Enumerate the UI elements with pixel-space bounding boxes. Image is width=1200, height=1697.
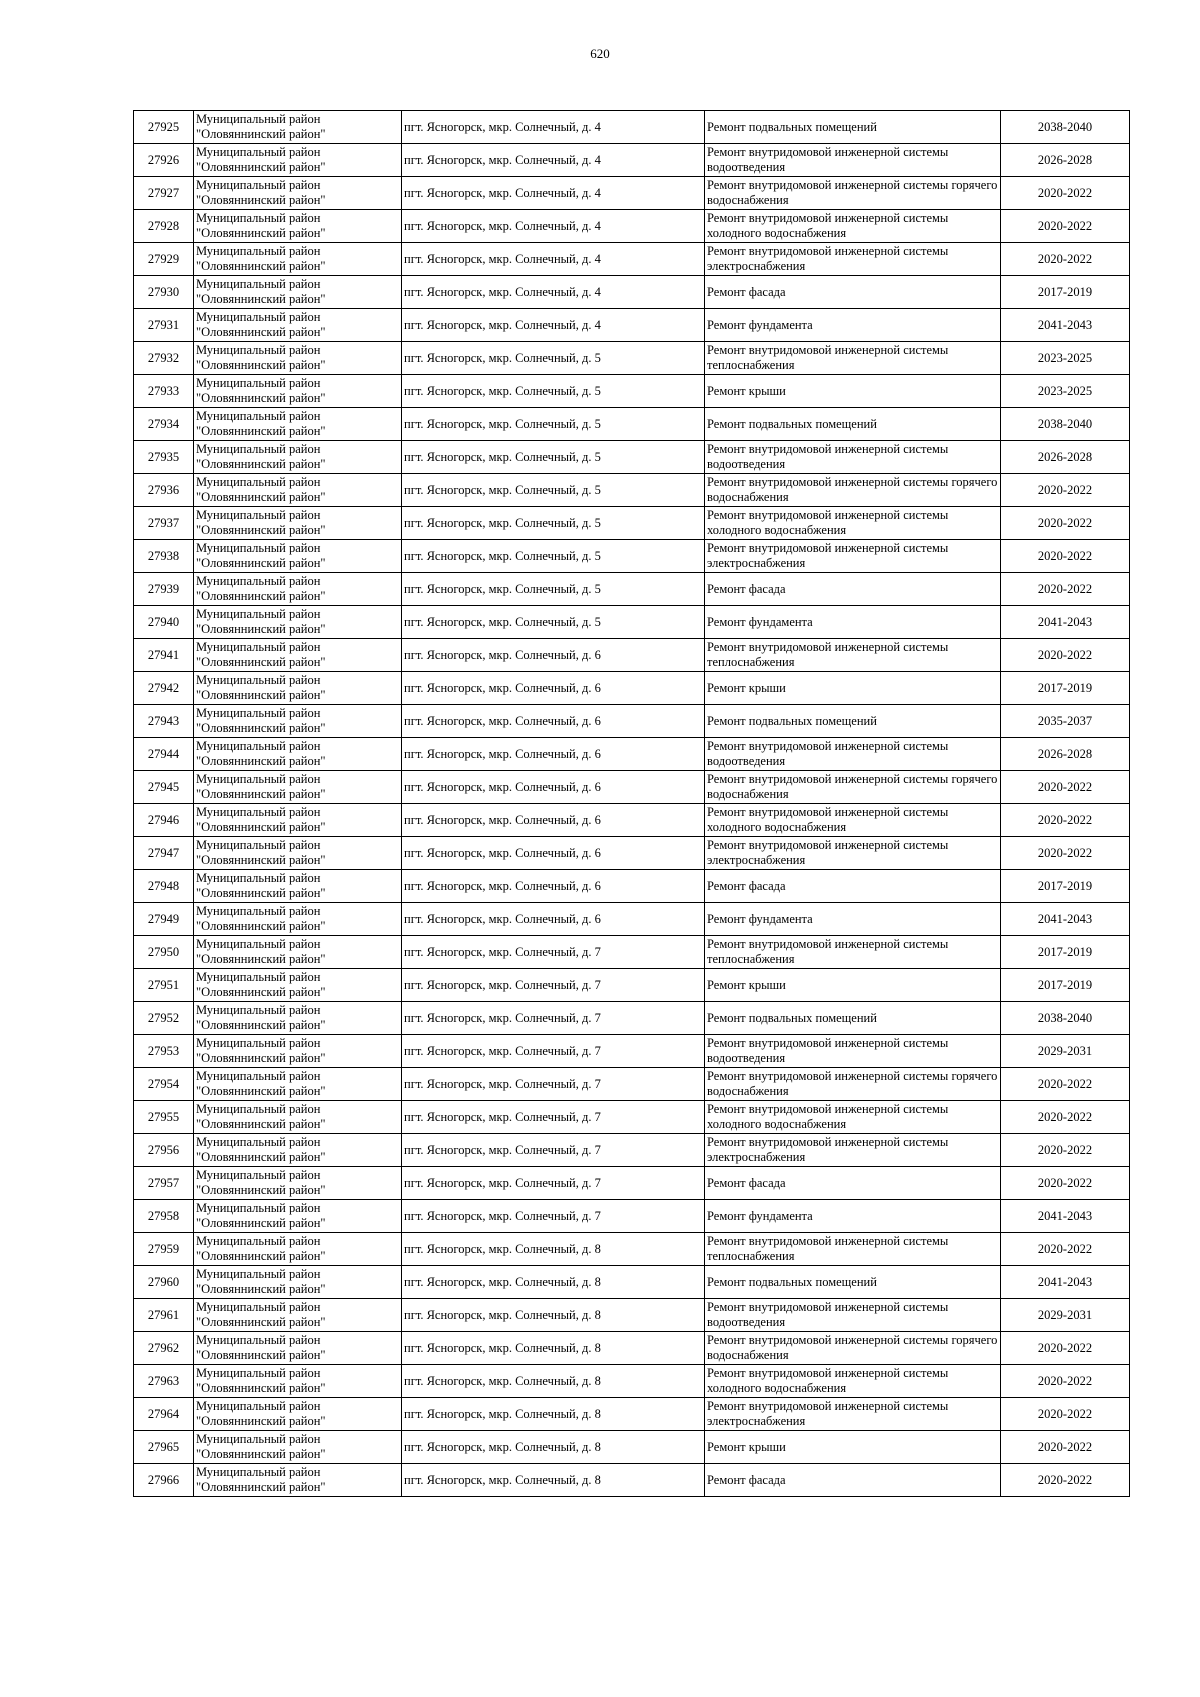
work-type-cell: Ремонт внутридомовой инженерной системы холодного водоснабжения: [705, 210, 1001, 243]
period-cell: 2023-2025: [1001, 375, 1130, 408]
address-cell: пгт. Ясногорск, мкр. Солнечный, д. 8: [402, 1464, 705, 1497]
address-cell: пгт. Ясногорск, мкр. Солнечный, д. 7: [402, 1068, 705, 1101]
period-cell: 2020-2022: [1001, 1365, 1130, 1398]
table-row: [134, 672, 1130, 705]
address-cell: пгт. Ясногорск, мкр. Солнечный, д. 6: [402, 771, 705, 804]
work-type-cell: Ремонт внутридомовой инженерной системы электроснабжения: [705, 837, 1001, 870]
municipality-cell: Муниципальный район "Оловяннинский район": [194, 342, 402, 375]
table-row: [134, 309, 1130, 342]
work-type-cell: Ремонт фундамента: [705, 309, 1001, 342]
row-number-cell: 27942: [134, 672, 194, 705]
address-cell: пгт. Ясногорск, мкр. Солнечный, д. 8: [402, 1398, 705, 1431]
table-row: [134, 375, 1130, 408]
row-number-cell: 27949: [134, 903, 194, 936]
address-cell: пгт. Ясногорск, мкр. Солнечный, д. 7: [402, 1134, 705, 1167]
work-type-cell: Ремонт фасада: [705, 276, 1001, 309]
work-type-cell: Ремонт подвальных помещений: [705, 1002, 1001, 1035]
row-number-cell: 27946: [134, 804, 194, 837]
row-number-cell: 27926: [134, 144, 194, 177]
row-number-cell: 27960: [134, 1266, 194, 1299]
work-type-cell: Ремонт подвальных помещений: [705, 705, 1001, 738]
municipality-cell: Муниципальный район "Оловяннинский район": [194, 639, 402, 672]
municipality-cell: Муниципальный район "Оловяннинский район": [194, 837, 402, 870]
period-cell: 2041-2043: [1001, 606, 1130, 639]
municipality-cell: Муниципальный район "Оловяннинский район": [194, 243, 402, 276]
work-type-cell: Ремонт фасада: [705, 573, 1001, 606]
work-type-cell: Ремонт подвальных помещений: [705, 1266, 1001, 1299]
address-cell: пгт. Ясногорск, мкр. Солнечный, д. 8: [402, 1266, 705, 1299]
table-row: [134, 1365, 1130, 1398]
period-cell: 2026-2028: [1001, 738, 1130, 771]
row-number-cell: 27948: [134, 870, 194, 903]
work-type-cell: Ремонт внутридомовой инженерной системы электроснабжения: [705, 243, 1001, 276]
work-type-cell: Ремонт внутридомовой инженерной системы водоотведения: [705, 144, 1001, 177]
period-cell: 2035-2037: [1001, 705, 1130, 738]
period-cell: 2041-2043: [1001, 903, 1130, 936]
row-number-cell: 27928: [134, 210, 194, 243]
period-cell: 2020-2022: [1001, 1398, 1130, 1431]
row-number-cell: 27925: [134, 111, 194, 144]
address-cell: пгт. Ясногорск, мкр. Солнечный, д. 7: [402, 1200, 705, 1233]
row-number-cell: 27945: [134, 771, 194, 804]
address-cell: пгт. Ясногорск, мкр. Солнечный, д. 8: [402, 1233, 705, 1266]
row-number-cell: 27965: [134, 1431, 194, 1464]
table-row: [134, 936, 1130, 969]
municipality-cell: Муниципальный район "Оловяннинский район": [194, 1200, 402, 1233]
work-type-cell: Ремонт крыши: [705, 1431, 1001, 1464]
row-number-cell: 27963: [134, 1365, 194, 1398]
table-row: [134, 1332, 1130, 1365]
municipality-cell: Муниципальный район "Оловяннинский район": [194, 573, 402, 606]
table-row: [134, 1035, 1130, 1068]
table-row: [134, 837, 1130, 870]
table-row: [134, 969, 1130, 1002]
row-number-cell: 27937: [134, 507, 194, 540]
work-type-cell: Ремонт фасада: [705, 1167, 1001, 1200]
work-type-cell: Ремонт внутридомовой инженерной системы холодного водоснабжения: [705, 804, 1001, 837]
work-type-cell: Ремонт подвальных помещений: [705, 408, 1001, 441]
period-cell: 2020-2022: [1001, 1134, 1130, 1167]
table-row: [134, 243, 1130, 276]
period-cell: 2038-2040: [1001, 408, 1130, 441]
municipality-cell: Муниципальный район "Оловяннинский район": [194, 309, 402, 342]
address-cell: пгт. Ясногорск, мкр. Солнечный, д. 4: [402, 111, 705, 144]
municipality-cell: Муниципальный район "Оловяннинский район": [194, 1365, 402, 1398]
row-number-cell: 27958: [134, 1200, 194, 1233]
municipality-cell: Муниципальный район "Оловяннинский район": [194, 903, 402, 936]
address-cell: пгт. Ясногорск, мкр. Солнечный, д. 4: [402, 309, 705, 342]
municipality-cell: Муниципальный район "Оловяннинский район": [194, 1299, 402, 1332]
municipality-cell: Муниципальный район "Оловяннинский район": [194, 870, 402, 903]
table-row: [134, 1068, 1130, 1101]
address-cell: пгт. Ясногорск, мкр. Солнечный, д. 7: [402, 1035, 705, 1068]
address-cell: пгт. Ясногорск, мкр. Солнечный, д. 6: [402, 738, 705, 771]
period-cell: 2020-2022: [1001, 243, 1130, 276]
table-row: [134, 771, 1130, 804]
repair-schedule-table: [133, 110, 1130, 1497]
work-type-cell: Ремонт внутридомовой инженерной системы горячего водоснабжения: [705, 1332, 1001, 1365]
municipality-cell: Муниципальный район "Оловяннинский район": [194, 771, 402, 804]
address-cell: пгт. Ясногорск, мкр. Солнечный, д. 8: [402, 1365, 705, 1398]
row-number-cell: 27954: [134, 1068, 194, 1101]
address-cell: пгт. Ясногорск, мкр. Солнечный, д. 6: [402, 672, 705, 705]
row-number-cell: 27935: [134, 441, 194, 474]
municipality-cell: Муниципальный район "Оловяннинский район": [194, 1002, 402, 1035]
address-cell: пгт. Ясногорск, мкр. Солнечный, д. 8: [402, 1332, 705, 1365]
municipality-cell: Муниципальный район "Оловяннинский район": [194, 705, 402, 738]
address-cell: пгт. Ясногорск, мкр. Солнечный, д. 5: [402, 375, 705, 408]
period-cell: 2020-2022: [1001, 573, 1130, 606]
address-cell: пгт. Ясногорск, мкр. Солнечный, д. 6: [402, 837, 705, 870]
period-cell: 2041-2043: [1001, 309, 1130, 342]
period-cell: 2020-2022: [1001, 474, 1130, 507]
municipality-cell: Муниципальный район "Оловяннинский район": [194, 738, 402, 771]
period-cell: 2038-2040: [1001, 1002, 1130, 1035]
row-number-cell: 27959: [134, 1233, 194, 1266]
work-type-cell: Ремонт внутридомовой инженерной системы водоотведения: [705, 1299, 1001, 1332]
municipality-cell: Муниципальный район "Оловяннинский район": [194, 969, 402, 1002]
table-row: [134, 606, 1130, 639]
table-row: [134, 507, 1130, 540]
table-row: [134, 1167, 1130, 1200]
address-cell: пгт. Ясногорск, мкр. Солнечный, д. 7: [402, 1167, 705, 1200]
work-type-cell: Ремонт подвальных помещений: [705, 111, 1001, 144]
row-number-cell: 27947: [134, 837, 194, 870]
work-type-cell: Ремонт внутридомовой инженерной системы горячего водоснабжения: [705, 771, 1001, 804]
municipality-cell: Муниципальный район "Оловяннинский район": [194, 540, 402, 573]
address-cell: пгт. Ясногорск, мкр. Солнечный, д. 5: [402, 507, 705, 540]
table-row: [134, 639, 1130, 672]
work-type-cell: Ремонт фундамента: [705, 903, 1001, 936]
table-row: [134, 1233, 1130, 1266]
address-cell: пгт. Ясногорск, мкр. Солнечный, д. 6: [402, 804, 705, 837]
table-row: [134, 903, 1130, 936]
row-number-cell: 27927: [134, 177, 194, 210]
table-row: [134, 177, 1130, 210]
work-type-cell: Ремонт внутридомовой инженерной системы электроснабжения: [705, 1398, 1001, 1431]
table-row: [134, 342, 1130, 375]
work-type-cell: Ремонт внутридомовой инженерной системы теплоснабжения: [705, 936, 1001, 969]
municipality-cell: Муниципальный район "Оловяннинский район": [194, 1233, 402, 1266]
row-number-cell: 27966: [134, 1464, 194, 1497]
period-cell: 2020-2022: [1001, 639, 1130, 672]
municipality-cell: Муниципальный район "Оловяннинский район": [194, 1134, 402, 1167]
period-cell: 2020-2022: [1001, 177, 1130, 210]
period-cell: 2029-2031: [1001, 1299, 1130, 1332]
row-number-cell: 27961: [134, 1299, 194, 1332]
period-cell: 2020-2022: [1001, 1167, 1130, 1200]
period-cell: 2020-2022: [1001, 210, 1130, 243]
table-row: [134, 1398, 1130, 1431]
table-row: [134, 1266, 1130, 1299]
row-number-cell: 27953: [134, 1035, 194, 1068]
period-cell: 2026-2028: [1001, 441, 1130, 474]
work-type-cell: Ремонт внутридомовой инженерной системы холодного водоснабжения: [705, 1101, 1001, 1134]
address-cell: пгт. Ясногорск, мкр. Солнечный, д. 5: [402, 540, 705, 573]
table-row: [134, 210, 1130, 243]
municipality-cell: Муниципальный район "Оловяннинский район": [194, 804, 402, 837]
address-cell: пгт. Ясногорск, мкр. Солнечный, д. 6: [402, 870, 705, 903]
table-row: [134, 276, 1130, 309]
address-cell: пгт. Ясногорск, мкр. Солнечный, д. 6: [402, 903, 705, 936]
municipality-cell: Муниципальный район "Оловяннинский район": [194, 606, 402, 639]
row-number-cell: 27932: [134, 342, 194, 375]
period-cell: 2020-2022: [1001, 1068, 1130, 1101]
period-cell: 2026-2028: [1001, 144, 1130, 177]
row-number-cell: 27936: [134, 474, 194, 507]
row-number-cell: 27940: [134, 606, 194, 639]
work-type-cell: Ремонт внутридомовой инженерной системы электроснабжения: [705, 540, 1001, 573]
period-cell: 2020-2022: [1001, 1464, 1130, 1497]
row-number-cell: 27943: [134, 705, 194, 738]
municipality-cell: Муниципальный район "Оловяннинский район": [194, 1332, 402, 1365]
table-row: [134, 1200, 1130, 1233]
municipality-cell: Муниципальный район "Оловяннинский район": [194, 474, 402, 507]
period-cell: 2023-2025: [1001, 342, 1130, 375]
row-number-cell: 27955: [134, 1101, 194, 1134]
row-number-cell: 27952: [134, 1002, 194, 1035]
work-type-cell: Ремонт внутридомовой инженерной системы теплоснабжения: [705, 1233, 1001, 1266]
municipality-cell: Муниципальный район "Оловяннинский район": [194, 1068, 402, 1101]
address-cell: пгт. Ясногорск, мкр. Солнечный, д. 5: [402, 342, 705, 375]
municipality-cell: Муниципальный район "Оловяннинский район": [194, 375, 402, 408]
row-number-cell: 27964: [134, 1398, 194, 1431]
row-number-cell: 27934: [134, 408, 194, 441]
period-cell: 2038-2040: [1001, 111, 1130, 144]
period-cell: 2017-2019: [1001, 672, 1130, 705]
address-cell: пгт. Ясногорск, мкр. Солнечный, д. 6: [402, 639, 705, 672]
municipality-cell: Муниципальный район "Оловяннинский район": [194, 1266, 402, 1299]
address-cell: пгт. Ясногорск, мкр. Солнечный, д. 4: [402, 243, 705, 276]
work-type-cell: Ремонт внутридомовой инженерной системы горячего водоснабжения: [705, 474, 1001, 507]
table-row: [134, 408, 1130, 441]
period-cell: 2020-2022: [1001, 771, 1130, 804]
period-cell: 2020-2022: [1001, 1332, 1130, 1365]
table-row: [134, 540, 1130, 573]
municipality-cell: Муниципальный район "Оловяннинский район": [194, 936, 402, 969]
address-cell: пгт. Ясногорск, мкр. Солнечный, д. 5: [402, 573, 705, 606]
row-number-cell: 27938: [134, 540, 194, 573]
municipality-cell: Муниципальный район "Оловяннинский район": [194, 507, 402, 540]
row-number-cell: 27962: [134, 1332, 194, 1365]
work-type-cell: Ремонт внутридомовой инженерной системы холодного водоснабжения: [705, 1365, 1001, 1398]
municipality-cell: Муниципальный район "Оловяннинский район": [194, 672, 402, 705]
table-row: [134, 111, 1130, 144]
table-row: [134, 1464, 1130, 1497]
municipality-cell: Муниципальный район "Оловяннинский район": [194, 276, 402, 309]
period-cell: 2029-2031: [1001, 1035, 1130, 1068]
work-type-cell: Ремонт внутридомовой инженерной системы теплоснабжения: [705, 639, 1001, 672]
address-cell: пгт. Ясногорск, мкр. Солнечный, д. 4: [402, 177, 705, 210]
address-cell: пгт. Ясногорск, мкр. Солнечный, д. 7: [402, 1101, 705, 1134]
row-number-cell: 27941: [134, 639, 194, 672]
address-cell: пгт. Ясногорск, мкр. Солнечный, д. 7: [402, 969, 705, 1002]
table-body: [134, 111, 1130, 1497]
work-type-cell: Ремонт крыши: [705, 672, 1001, 705]
table-row: [134, 804, 1130, 837]
work-type-cell: Ремонт фундамента: [705, 1200, 1001, 1233]
municipality-cell: Муниципальный район "Оловяннинский район": [194, 1464, 402, 1497]
address-cell: пгт. Ясногорск, мкр. Солнечный, д. 5: [402, 606, 705, 639]
municipality-cell: Муниципальный район "Оловяннинский район": [194, 111, 402, 144]
address-cell: пгт. Ясногорск, мкр. Солнечный, д. 7: [402, 936, 705, 969]
work-type-cell: Ремонт крыши: [705, 375, 1001, 408]
row-number-cell: 27951: [134, 969, 194, 1002]
table-row: [134, 1002, 1130, 1035]
address-cell: пгт. Ясногорск, мкр. Солнечный, д. 7: [402, 1002, 705, 1035]
address-cell: пгт. Ясногорск, мкр. Солнечный, д. 4: [402, 144, 705, 177]
row-number-cell: 27939: [134, 573, 194, 606]
address-cell: пгт. Ясногорск, мкр. Солнечный, д. 5: [402, 441, 705, 474]
period-cell: 2020-2022: [1001, 837, 1130, 870]
address-cell: пгт. Ясногорск, мкр. Солнечный, д. 4: [402, 276, 705, 309]
work-type-cell: Ремонт фасада: [705, 1464, 1001, 1497]
row-number-cell: 27957: [134, 1167, 194, 1200]
page-number: 620: [590, 46, 610, 61]
row-number-cell: 27933: [134, 375, 194, 408]
period-cell: 2020-2022: [1001, 507, 1130, 540]
period-cell: 2041-2043: [1001, 1200, 1130, 1233]
table-row: [134, 738, 1130, 771]
municipality-cell: Муниципальный район "Оловяннинский район": [194, 210, 402, 243]
row-number-cell: 27929: [134, 243, 194, 276]
work-type-cell: Ремонт внутридомовой инженерной системы водоотведения: [705, 1035, 1001, 1068]
work-type-cell: Ремонт фундамента: [705, 606, 1001, 639]
row-number-cell: 27944: [134, 738, 194, 771]
row-number-cell: 27950: [134, 936, 194, 969]
municipality-cell: Муниципальный район "Оловяннинский район": [194, 144, 402, 177]
table-row: [134, 144, 1130, 177]
municipality-cell: Муниципальный район "Оловяннинский район": [194, 177, 402, 210]
address-cell: пгт. Ясногорск, мкр. Солнечный, д. 4: [402, 210, 705, 243]
address-cell: пгт. Ясногорск, мкр. Солнечный, д. 5: [402, 408, 705, 441]
address-cell: пгт. Ясногорск, мкр. Солнечный, д. 8: [402, 1299, 705, 1332]
period-cell: 2020-2022: [1001, 804, 1130, 837]
work-type-cell: Ремонт внутридомовой инженерной системы водоотведения: [705, 441, 1001, 474]
table-row: [134, 474, 1130, 507]
work-type-cell: Ремонт внутридомовой инженерной системы холодного водоснабжения: [705, 507, 1001, 540]
period-cell: 2017-2019: [1001, 969, 1130, 1002]
table-row: [134, 441, 1130, 474]
period-cell: 2020-2022: [1001, 540, 1130, 573]
work-type-cell: Ремонт внутридомовой инженерной системы водоотведения: [705, 738, 1001, 771]
work-type-cell: Ремонт внутридомовой инженерной системы горячего водоснабжения: [705, 177, 1001, 210]
municipality-cell: Муниципальный район "Оловяннинский район": [194, 1431, 402, 1464]
work-type-cell: Ремонт внутридомовой инженерной системы горячего водоснабжения: [705, 1068, 1001, 1101]
municipality-cell: Муниципальный район "Оловяннинский район": [194, 441, 402, 474]
address-cell: пгт. Ясногорск, мкр. Солнечный, д. 5: [402, 474, 705, 507]
table-row: [134, 1101, 1130, 1134]
municipality-cell: Муниципальный район "Оловяннинский район": [194, 1167, 402, 1200]
period-cell: 2020-2022: [1001, 1431, 1130, 1464]
work-type-cell: Ремонт фасада: [705, 870, 1001, 903]
period-cell: 2017-2019: [1001, 936, 1130, 969]
work-type-cell: Ремонт внутридомовой инженерной системы теплоснабжения: [705, 342, 1001, 375]
address-cell: пгт. Ясногорск, мкр. Солнечный, д. 6: [402, 705, 705, 738]
table-row: [134, 1431, 1130, 1464]
period-cell: 2041-2043: [1001, 1266, 1130, 1299]
period-cell: 2017-2019: [1001, 870, 1130, 903]
period-cell: 2020-2022: [1001, 1233, 1130, 1266]
table-row: [134, 573, 1130, 606]
municipality-cell: Муниципальный район "Оловяннинский район": [194, 408, 402, 441]
address-cell: пгт. Ясногорск, мкр. Солнечный, д. 8: [402, 1431, 705, 1464]
period-cell: 2020-2022: [1001, 1101, 1130, 1134]
row-number-cell: 27930: [134, 276, 194, 309]
row-number-cell: 27956: [134, 1134, 194, 1167]
period-cell: 2017-2019: [1001, 276, 1130, 309]
table-row: [134, 705, 1130, 738]
table-row: [134, 1134, 1130, 1167]
row-number-cell: 27931: [134, 309, 194, 342]
table-row: [134, 870, 1130, 903]
municipality-cell: Муниципальный район "Оловяннинский район": [194, 1398, 402, 1431]
table-row: [134, 1299, 1130, 1332]
municipality-cell: Муниципальный район "Оловяннинский район": [194, 1035, 402, 1068]
work-type-cell: Ремонт крыши: [705, 969, 1001, 1002]
work-type-cell: Ремонт внутридомовой инженерной системы электроснабжения: [705, 1134, 1001, 1167]
municipality-cell: Муниципальный район "Оловяннинский район": [194, 1101, 402, 1134]
